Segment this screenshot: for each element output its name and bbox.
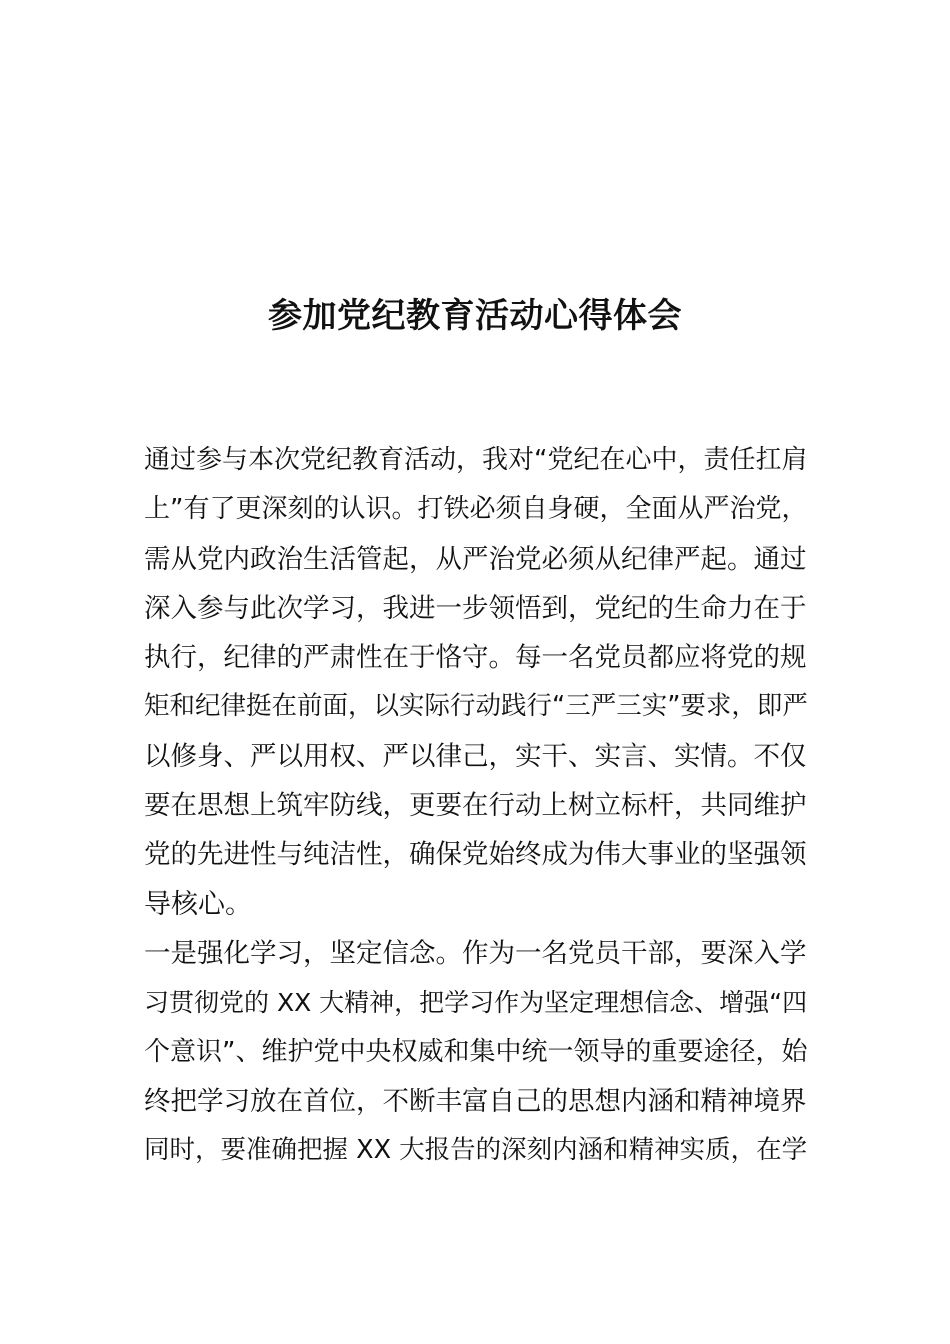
text-line: 习贯彻党的 XX 大精神，把学习作为坚定理想信念、增强“四 bbox=[144, 988, 808, 1018]
document-title: 参加党纪教育活动心得体会 bbox=[268, 296, 682, 336]
text-line: 需从党内政治生活管起，从严治党必须从纪律严起。通过 bbox=[144, 543, 807, 575]
text-line: 要在思想上筑牢防线，更要在行动上树立标杆，共同维护 bbox=[144, 790, 807, 822]
text-line: 导核心。 bbox=[144, 888, 252, 920]
text-line: 深入参与此次学习，我进一步领悟到，党纪的生命力在于 bbox=[144, 592, 807, 624]
text-line: 通过参与本次党纪教育活动，我对“党纪在心中，责任扛肩 bbox=[144, 445, 808, 475]
text-line: 个意识”、维护党中央权威和集中统一领导的重要途径，始 bbox=[144, 1036, 808, 1067]
text-line: 一是强化学习，坚定信念。作为一名党员干部，要深入学 bbox=[144, 937, 807, 969]
text-line: 以修身、严以用权、严以律己，实干、实言、实情。不仅 bbox=[144, 740, 807, 772]
text-line: 同时，要准确把握 XX 大报告的深刻内涵和精神实质，在学 bbox=[144, 1135, 808, 1166]
text-line: 执行，纪律的严肃性在于恪守。每一名党员都应将党的规 bbox=[144, 642, 807, 674]
text-line: 党的先进性与纯洁性，确保党始终成为伟大事业的坚强领 bbox=[144, 839, 807, 871]
text-line: 终把学习放在首位，不断丰富自己的思想内涵和精神境界 bbox=[144, 1085, 807, 1117]
text-line: 上”有了更深刻的认识。打铁必须自身硬，全面从严治党， bbox=[144, 494, 808, 525]
document-body bbox=[144, 436, 810, 1175]
text-line: 矩和纪律挺在前面，以实际行动践行“三严三实”要求，即严 bbox=[144, 691, 808, 722]
